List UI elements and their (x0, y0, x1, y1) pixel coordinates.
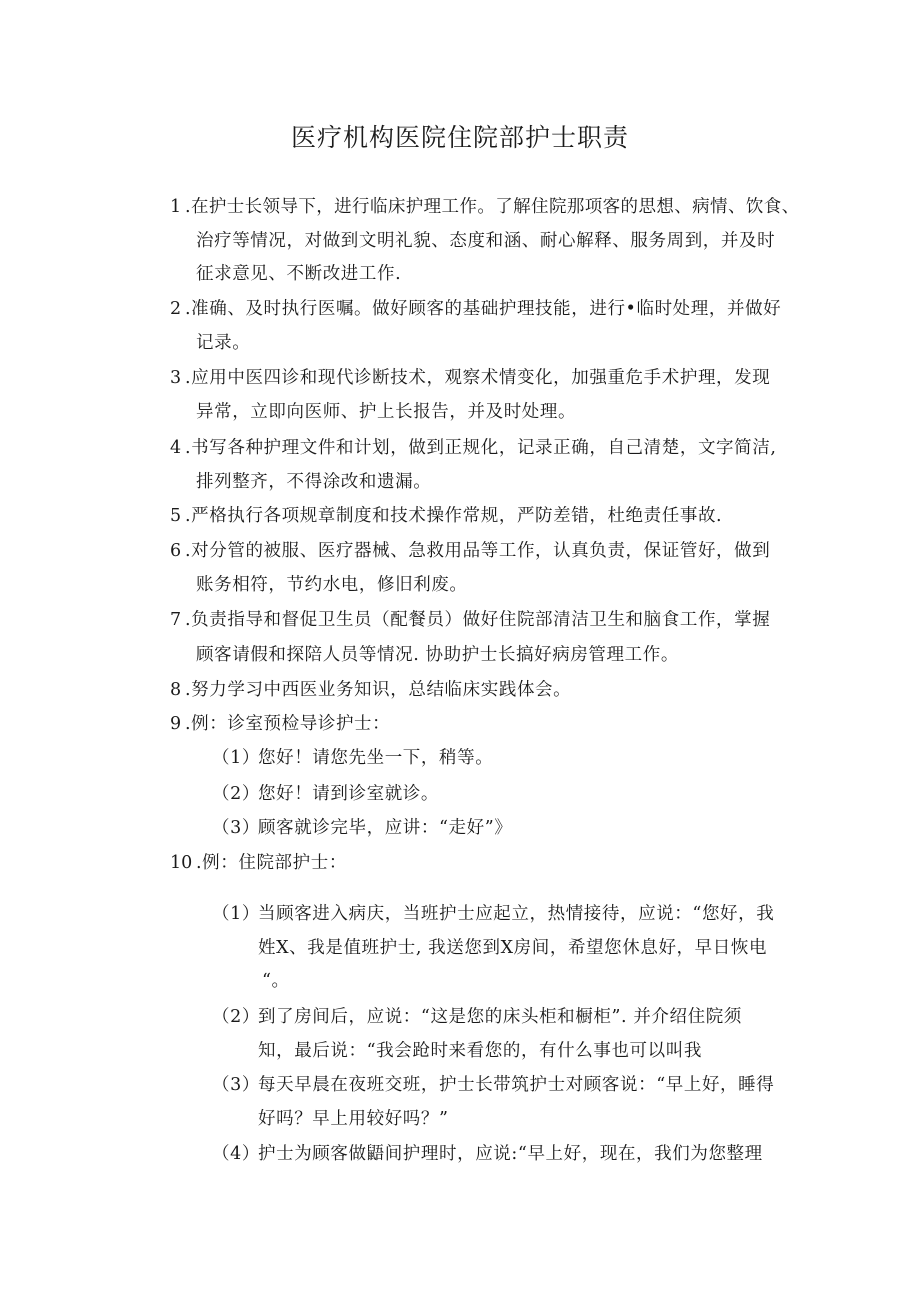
page-title: 医疗机构医院住院部护士职责 (290, 123, 629, 152)
item-text: .例：住院部护士： (196, 853, 347, 873)
item-number: 5 (170, 506, 182, 526)
sub-item-label: （4） (212, 1144, 260, 1164)
sub-item-label: （2） (212, 784, 260, 804)
sub-item-text: 好吗？早上用较好吗？” (258, 1109, 449, 1129)
item-text: 排列整齐，不得涂改和遗漏。 (196, 472, 432, 492)
item-text: 征求意见、不断改进工作. (196, 264, 402, 284)
item-number: 7 (170, 610, 182, 630)
sub-item-label: （1） (212, 904, 260, 924)
item-text: .书写各种护理文件和计划，做到正规化，记录正确，自己清楚，文字简洁, (185, 438, 777, 458)
sub-item-label: （2） (212, 1007, 260, 1027)
sub-item-text: 您好！请您先坐一下，稍等。 (258, 748, 494, 768)
item-number: 2 (170, 299, 182, 319)
item-text: 异常，立即向医师、护上长报告，并及时处理。 (196, 402, 577, 422)
item-number: 6 (170, 541, 182, 561)
item-text: .例：诊室预检导诊护士： (185, 714, 391, 734)
sub-item-text: 您好！请到诊室就诊。 (258, 784, 439, 804)
item-number: 1 (170, 197, 182, 217)
sub-item-label: （3） (212, 1075, 260, 1095)
sub-item-label: （3） (212, 818, 260, 838)
sub-item-text: 护士为顾客做鼯间护理时，应说:“早上好，现在，我们为您整理 (258, 1144, 763, 1164)
sub-item-text: 知，最后说：“我会跄时来看您的，有什么事也可以叫我 (258, 1041, 702, 1061)
item-text: .应用中医四诊和现代诊断技术，观察术情变化，加强重危手术护理，发现 (185, 368, 771, 388)
item-text: .在护士长领导下，进行临床护理工作。了解住院那项客的思想、病情、饮食、 (185, 197, 800, 217)
item-text: 顾客请假和探陪人员等情况. 协助护士长搞好病房管理工作。 (196, 645, 679, 665)
sub-item-text: 到了房间后，应说：“这是您的床头柜和橱柜”. 并介绍住院须 (258, 1007, 742, 1027)
item-text: .对分管的被服、医疗器械、急救用品等工作，认真负责，保证管好，做到 (185, 541, 771, 561)
sub-item-text: 姓X、我是值班护士, 我送您到X房间，希望您休息好，早日恢电 (258, 938, 768, 958)
item-text: .严格执行各项规章制度和技术操作常规，严防差错，杜绝责任事故. (185, 506, 723, 526)
item-text: .准确、及时执行医嘱。做好顾客的基础护理技能，进行•临时处理，并做好 (185, 299, 782, 319)
item-number: 4 (170, 438, 182, 458)
item-text: 账务相符，节约水电，修旧利废。 (196, 575, 468, 595)
sub-item-text: 每天早晨在夜班交班，护士长带筑护士对顾客说：“早上好，睡得 (258, 1075, 775, 1095)
sub-item-text: “。 (262, 971, 290, 991)
item-number: 3 (170, 368, 182, 388)
sub-item-label: （1） (212, 748, 260, 768)
item-text: .努力学习中西医业务知识，总结临床实践体会。 (185, 680, 572, 700)
item-number: 9 (170, 714, 182, 734)
item-number: 8 (170, 680, 182, 700)
sub-item-text: 当顾客进入病庆，当班护士应起立，热情接待，应说：“您好，我 (258, 904, 775, 924)
item-number: 10 (170, 853, 193, 873)
sub-item-text: 顾客就诊完毕，应讲：“走好”》 (258, 818, 513, 838)
item-text: 治疗等情况，对做到文明礼貌、态度和涵、耐心解释、服务周到，并及时 (196, 231, 776, 251)
item-text: 记录。 (196, 333, 251, 353)
item-text: .负责指导和督促卫生员（配餐员）做好住院部清洁卫生和脑食工作，掌握 (185, 610, 771, 630)
